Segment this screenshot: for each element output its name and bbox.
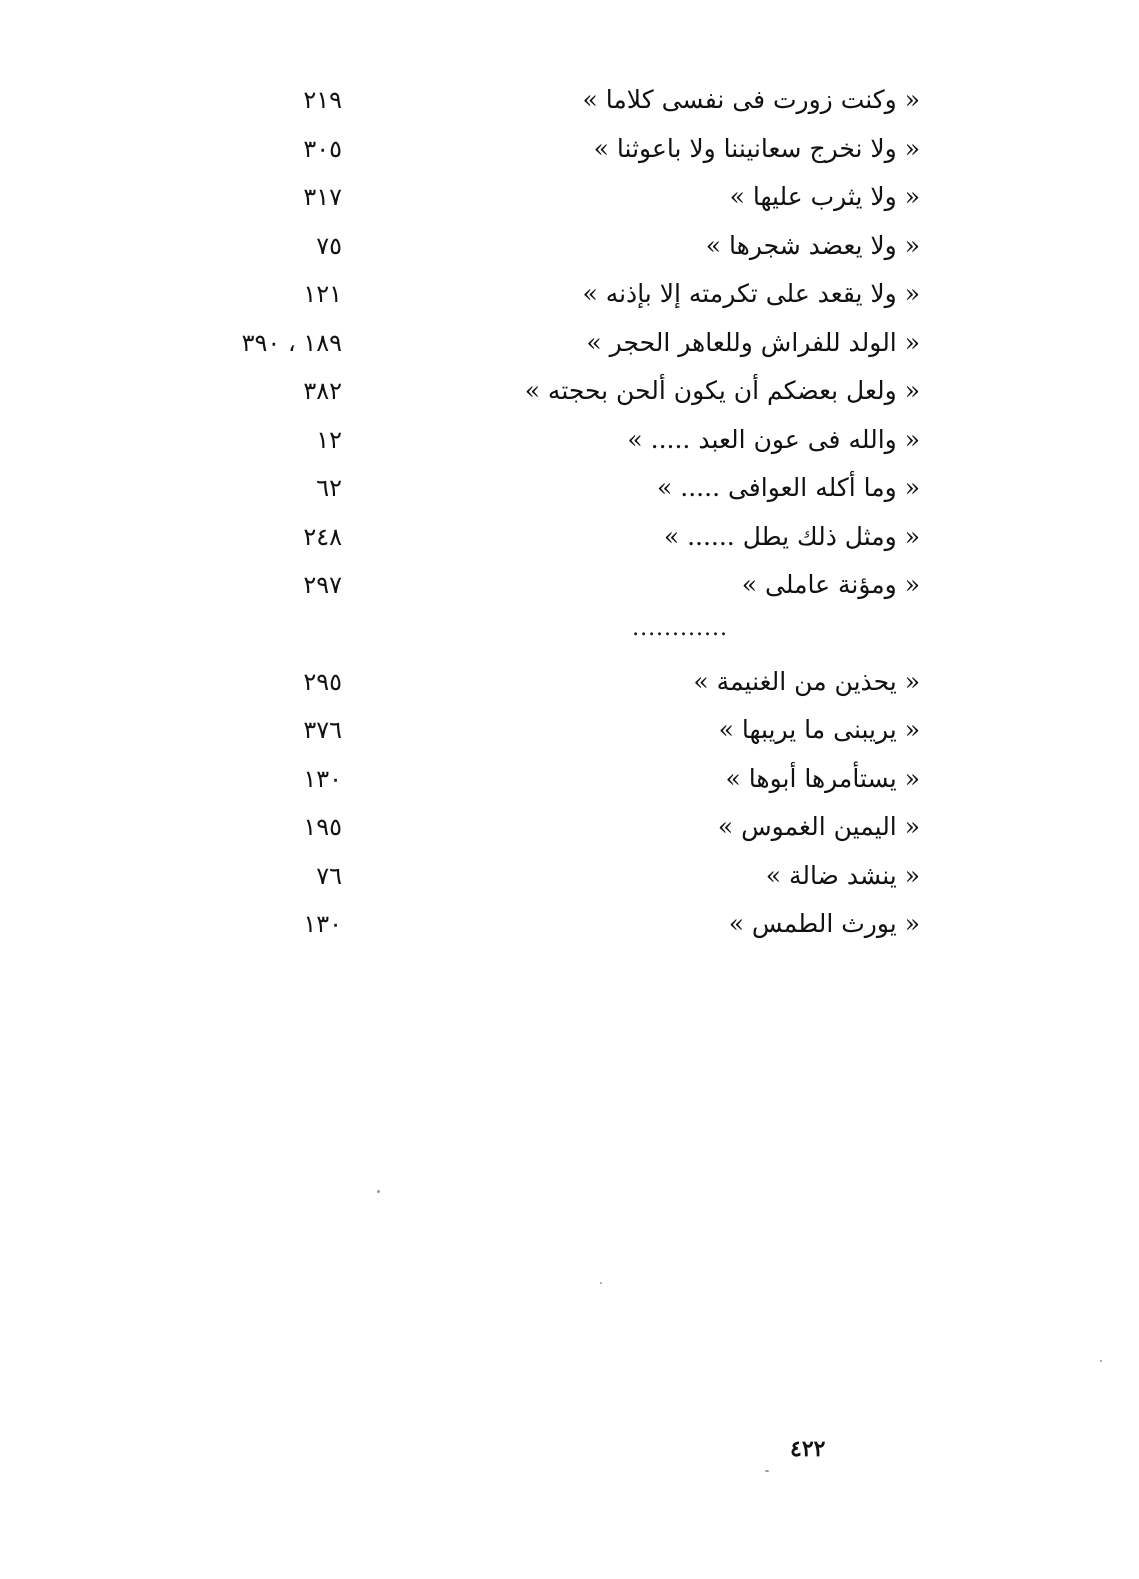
entry-phrase: « يورث الطمس »: [728, 909, 920, 938]
section-divider: [200, 610, 920, 658]
entry-page-numbers: ١٣٠: [303, 910, 342, 938]
entry-page-numbers: ١٢: [316, 425, 342, 454]
entry-page-numbers: ٣٠٥: [303, 134, 342, 163]
entry-page-numbers: ١٨٩ ، ٣٩٠: [241, 328, 342, 357]
index-entry: [200, 416, 920, 465]
entry-phrase: « ولعل بعضكم أن يكون ألحن بحجته »: [524, 376, 920, 405]
entry-phrase: « وكنت زورت فى نفسى كلاما »: [582, 85, 920, 114]
entry-page-numbers: ١٣٠: [303, 764, 342, 793]
entry-phrase: « ولا يثرب عليها »: [729, 182, 920, 211]
index-entry: [200, 561, 920, 610]
dotted-separator: ............: [632, 615, 728, 641]
index-entry: [200, 367, 920, 416]
entry-phrase: « اليمين الغموس »: [717, 812, 920, 841]
entry-page-numbers: ٧٦: [316, 861, 342, 890]
entry-page-numbers: ٣١٧: [303, 183, 342, 211]
entry-phrase: « ومؤنة عاملى »: [741, 570, 920, 599]
index-entry: [200, 464, 920, 513]
index-entry: [200, 658, 920, 707]
page-number: ٤٢٢: [790, 1436, 826, 1462]
index-entry: [200, 852, 920, 901]
entry-page-numbers: ٣٨٢: [303, 377, 342, 405]
index-entry: [200, 706, 920, 755]
scan-speck: [1100, 1360, 1102, 1362]
entry-phrase: « ومثل ذلك يطل ...... »: [663, 521, 920, 551]
index-entry: [200, 319, 920, 368]
entry-phrase: « ينشد ضالة »: [765, 860, 920, 890]
entry-phrase: « والله فى عون العبد ..... »: [627, 424, 920, 454]
entry-phrase: « يستأمرها أبوها »: [725, 763, 920, 793]
scan-speck: [377, 1190, 380, 1193]
entry-page-numbers: ٢٤٨: [303, 522, 342, 551]
index-entry: [200, 803, 920, 852]
entry-page-numbers: ٢٩٧: [303, 571, 342, 599]
entry-page-numbers: ٧٥: [316, 231, 342, 260]
scan-speck: [765, 1470, 769, 1472]
index-entry: [200, 900, 920, 949]
index-entry: [200, 125, 920, 174]
index-entry: [200, 222, 920, 271]
index-entry: [200, 173, 920, 222]
entry-phrase: « وما أكله العوافى ..... »: [657, 473, 920, 502]
index-entry: [200, 76, 920, 125]
hadith-index-list: [200, 76, 920, 949]
entry-page-numbers: ٢١٩: [303, 86, 342, 114]
entry-phrase: « ولا نخرج سعانيننا ولا باعوثنا »: [593, 133, 920, 163]
index-entry: [200, 755, 920, 804]
entry-page-numbers: ١٢١: [303, 280, 342, 308]
index-entry: [200, 270, 920, 319]
entry-phrase: « ولا يقعد على تكرمته إلا بإذنه »: [582, 279, 920, 308]
entry-page-numbers: ٦٢: [316, 474, 342, 502]
entry-phrase: « يحذين من الغنيمة »: [693, 666, 920, 696]
entry-page-numbers: ٣٧٦: [303, 716, 342, 744]
entry-phrase: « الولد للفراش وللعاهر الحجر »: [586, 327, 920, 357]
entry-phrase: « يريبنى ما يريبها »: [718, 715, 920, 744]
scan-speck: [600, 1282, 602, 1284]
entry-page-numbers: ١٩٥: [303, 813, 342, 841]
entry-page-numbers: ٢٩٥: [303, 667, 342, 696]
index-entry: [200, 513, 920, 562]
entry-phrase: « ولا يعضد شجرها »: [705, 230, 920, 260]
